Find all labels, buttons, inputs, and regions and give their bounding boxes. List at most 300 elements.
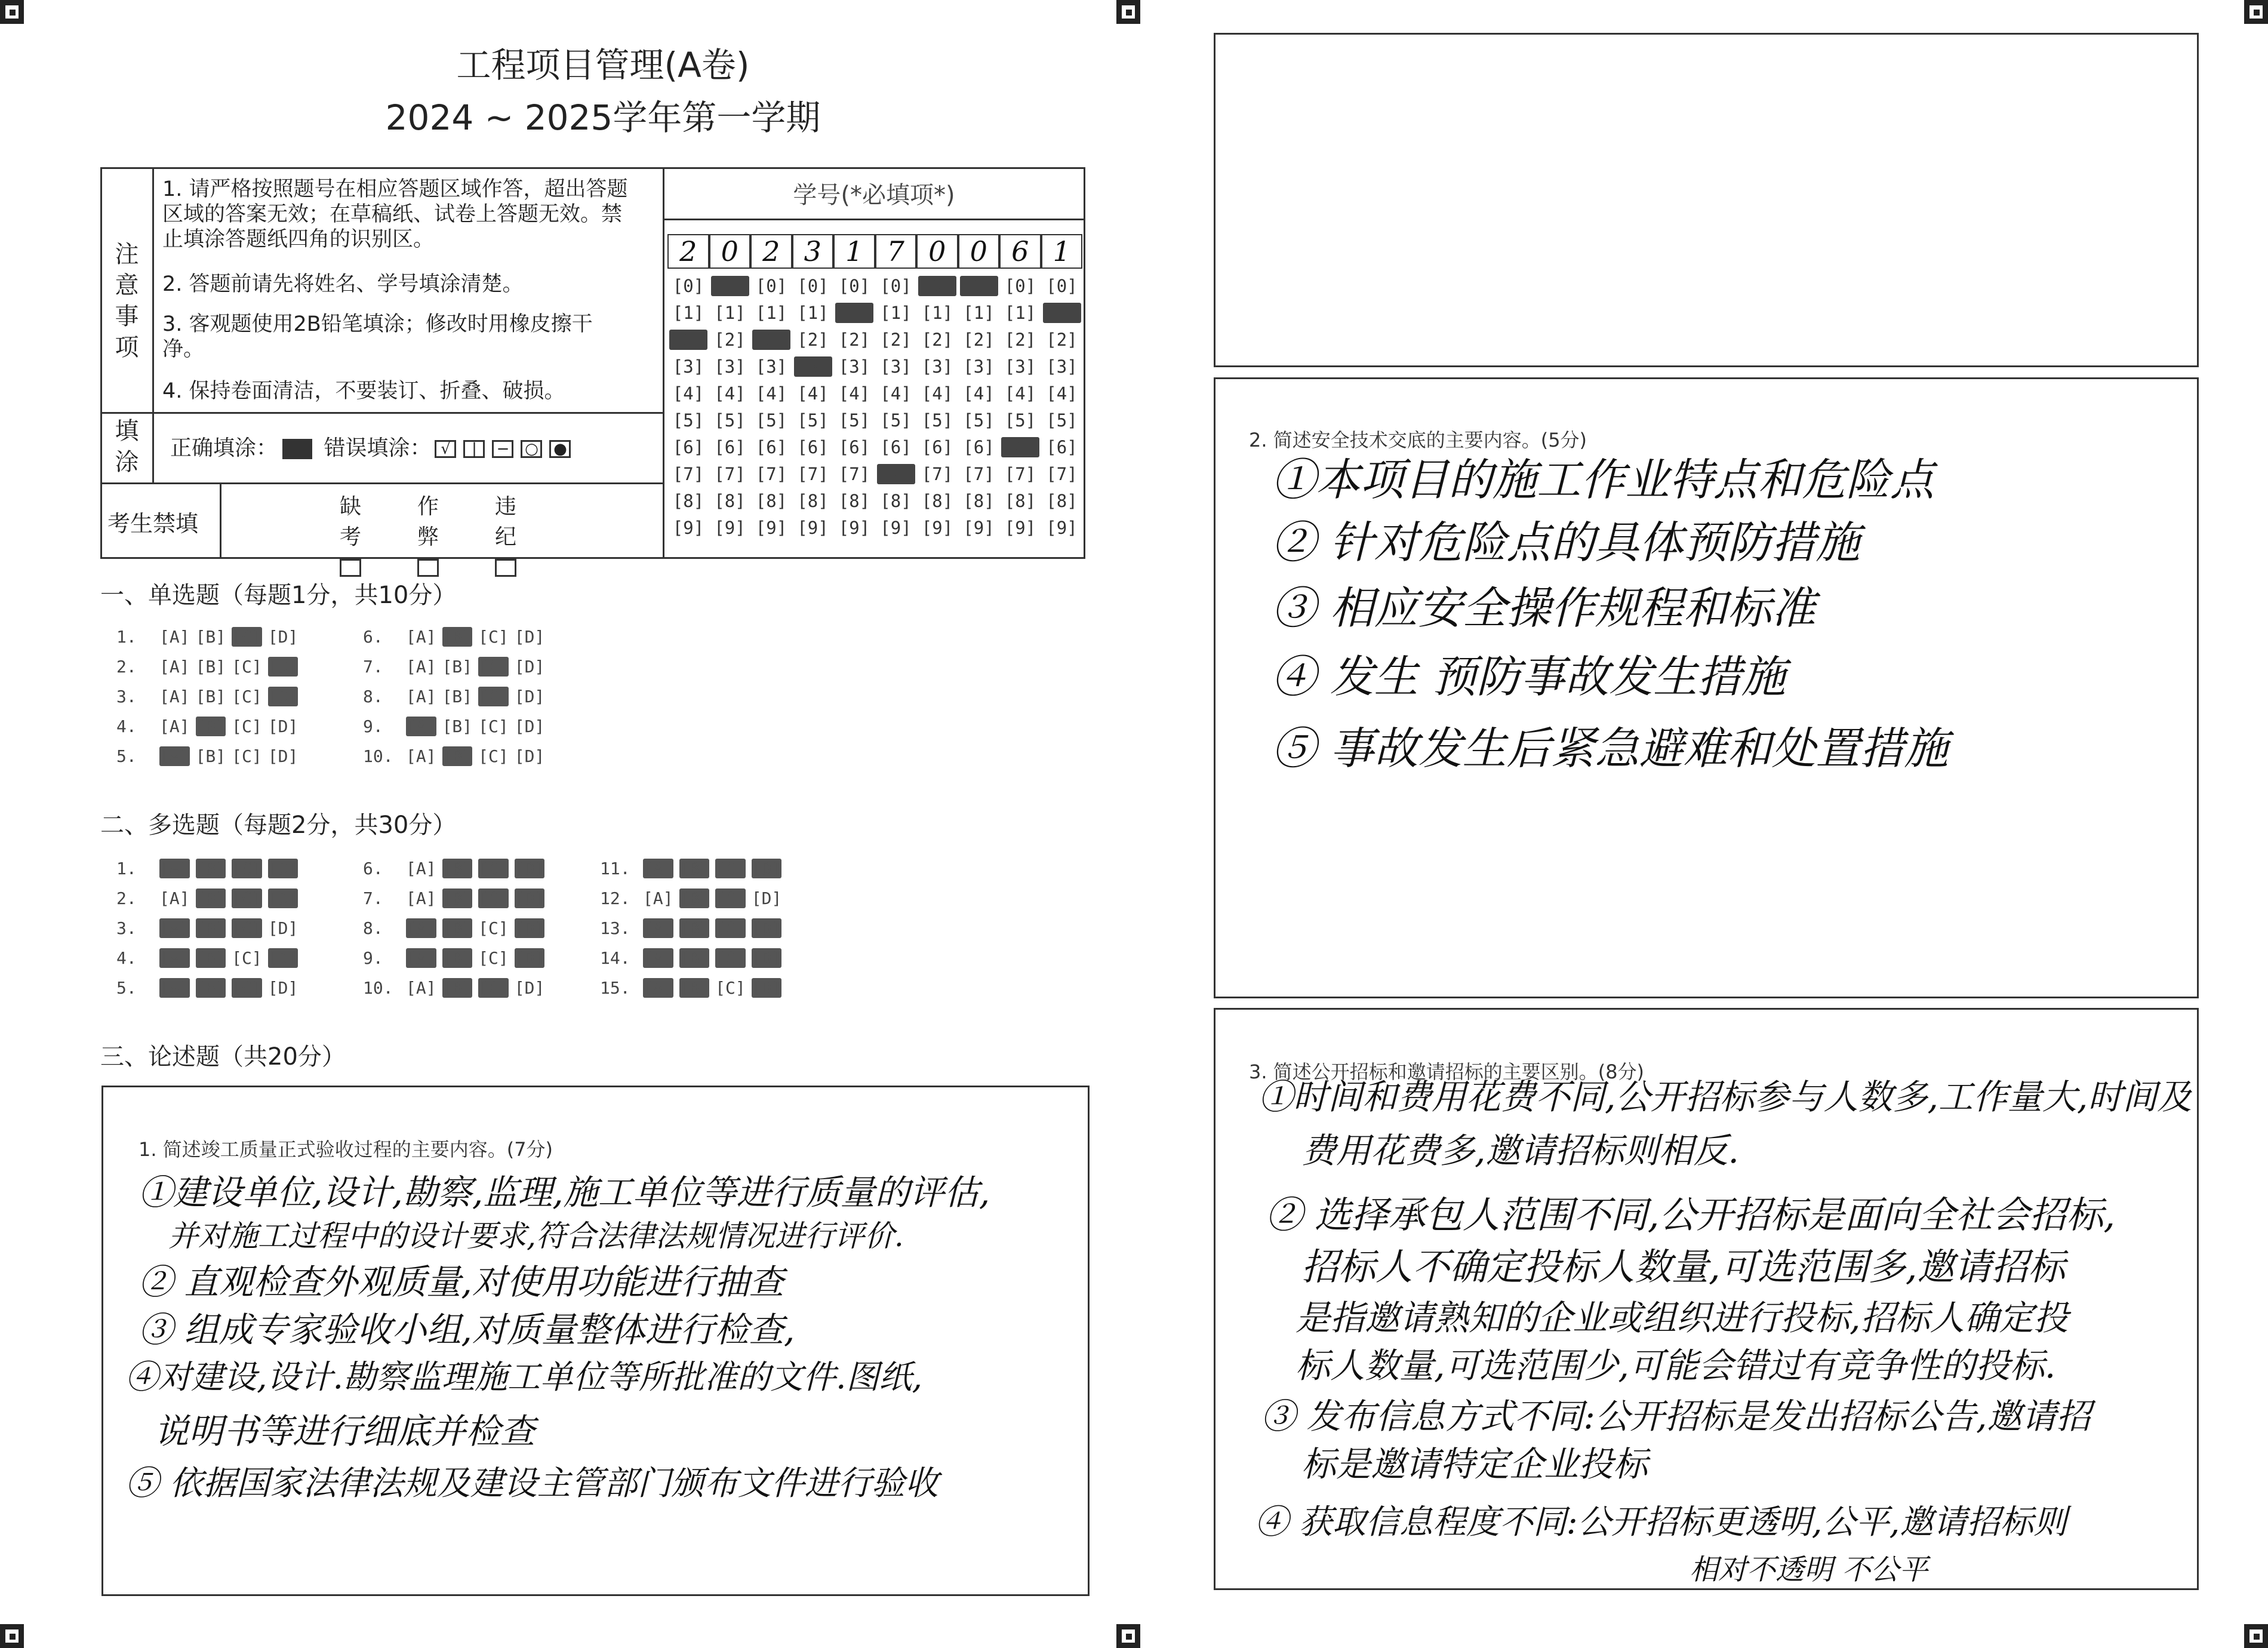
student-id-bubble[interactable]: [8] — [672, 491, 704, 511]
student-id-bubble[interactable]: [5] — [921, 410, 953, 431]
q1-answer-line-2: 并对施工过程中的设计要求,符合法律法规情况进行评价. — [168, 1219, 904, 1253]
option-bubble[interactable]: [D] — [514, 888, 545, 908]
student-id-bubble[interactable]: [0] — [755, 276, 787, 296]
student-id-bubble[interactable]: [8] — [1046, 491, 1078, 511]
q3-answer-line-1: ①时间和费用花费不同,公开招标参与人数多,工作量大,时间及 — [1258, 1077, 2192, 1117]
option-bubble[interactable]: [D] — [751, 978, 782, 998]
student-id-bubble[interactable]: [1] — [755, 303, 787, 323]
student-id-bubble[interactable]: [7] — [797, 464, 829, 484]
student-id-bubble[interactable]: [6] — [672, 437, 704, 457]
option-bubble[interactable]: [C] — [478, 687, 509, 706]
student-id-bubble[interactable]: [1] — [880, 303, 912, 323]
option-bubble[interactable]: [A] — [159, 717, 190, 736]
notice-item-3: 3. 客观题使用2B铅笔填涂；修改时用橡皮擦干净。 — [162, 312, 593, 361]
question-number: 6. — [363, 859, 383, 878]
student-id-bubble[interactable]: [7] — [672, 464, 704, 484]
absent-checkbox[interactable] — [340, 559, 361, 577]
option-bubble[interactable]: [D] — [514, 948, 545, 968]
section-essay-title: 三、论述题（共20分） — [100, 1043, 346, 1071]
student-id-bubble[interactable]: [0] — [1004, 276, 1036, 296]
option-bubble[interactable]: [A] — [159, 978, 190, 998]
student-id-bubble[interactable]: [9] — [880, 518, 912, 538]
student-id-digit[interactable]: 0 — [958, 234, 1000, 269]
q3-answer-line-3: ② 选择承包人范围不同,公开招标是面向全社会招标, — [1266, 1193, 2116, 1237]
option-bubble[interactable]: [B] — [195, 717, 226, 736]
student-id-bubble[interactable]: [4] — [797, 383, 829, 404]
student-id-bubble[interactable]: [9] — [755, 518, 787, 538]
violation-label: 违纪 — [494, 494, 516, 549]
q1-answer-line-4: ③ 组成专家验收小组,对质量整体进行检查, — [139, 1309, 795, 1350]
answer-row — [116, 657, 304, 677]
option-bubble[interactable]: [C] — [232, 978, 262, 998]
student-id-bubble[interactable]: [5] — [672, 410, 704, 431]
student-id-digit[interactable]: 2 — [667, 234, 709, 269]
question-number: 4. — [116, 948, 137, 968]
student-id-bubble[interactable]: [1] — [921, 303, 953, 323]
option-bubble[interactable]: [A] — [159, 687, 190, 706]
student-id-bubble[interactable]: [7] — [755, 464, 787, 484]
student-id-bubble[interactable]: [4] — [880, 383, 912, 404]
forbidden-label: 考生禁填 — [107, 511, 199, 537]
q3-answer-line-7: ③ 发布信息方式不同:公开招标是发出招标公告,邀请招 — [1261, 1396, 2091, 1437]
option-bubble[interactable]: [D] — [514, 657, 545, 677]
wrong-mark-bar: | — [463, 440, 485, 458]
student-id-bubble[interactable]: [2] — [797, 330, 829, 350]
notice-item-2: 2. 答题前请先将姓名、学号填涂清楚。 — [162, 272, 524, 296]
student-id-bubble[interactable]: [8] — [797, 491, 829, 511]
student-id-bubble[interactable]: [4] — [1046, 383, 1078, 404]
student-id-digit[interactable]: 1 — [1041, 234, 1083, 269]
option-bubble[interactable]: [B] — [679, 918, 710, 938]
question-number: 2. — [116, 888, 137, 908]
q1-answer-line-7: ⑤ 依据国家法律法规及建设主管部门颁布文件进行验收 — [125, 1464, 938, 1503]
answer-row — [363, 687, 550, 706]
exam-term: 2024 ~ 2025学年第一学期 — [385, 97, 821, 138]
student-id-bubble[interactable]: [1] — [835, 303, 873, 323]
question-number: 5. — [116, 978, 137, 998]
option-bubble[interactable]: [D] — [514, 859, 545, 878]
registration-mark-bottom-center — [1116, 1624, 1140, 1648]
option-bubble[interactable]: [D] — [267, 888, 298, 908]
question-number: 1. — [116, 859, 137, 878]
q3-answer-line-6: 标人数量,可选范围少,可能会错过有竞争性的投标. — [1295, 1345, 2056, 1386]
registration-mark-top-center — [1116, 0, 1140, 24]
registration-mark-top-right — [2244, 0, 2268, 24]
option-bubble[interactable]: [B] — [679, 888, 710, 908]
student-id-digit[interactable]: 0 — [916, 234, 958, 269]
student-id-bubble[interactable]: [5] — [1046, 410, 1078, 431]
option-bubble[interactable]: [C] — [715, 948, 746, 968]
option-bubble[interactable]: [B] — [442, 978, 473, 998]
student-id-bubble[interactable]: [5] — [755, 410, 787, 431]
option-bubble[interactable]: [C] — [478, 657, 509, 677]
answer-row — [600, 918, 787, 938]
student-id-bubble[interactable]: [7] — [1004, 464, 1036, 484]
option-bubble[interactable]: [D] — [267, 657, 298, 677]
student-id-bubble[interactable]: [9] — [921, 518, 953, 538]
answer-row — [363, 859, 550, 878]
student-id-bubble[interactable]: [8] — [714, 491, 746, 511]
option-bubble[interactable]: [C] — [478, 746, 509, 766]
option-bubble[interactable]: [A] — [406, 687, 436, 706]
student-id-bubble[interactable]: [7] — [838, 464, 870, 484]
student-id-bubble[interactable]: [3] — [921, 356, 953, 377]
student-id-bubble[interactable]: [9] — [672, 518, 704, 538]
option-bubble[interactable]: [C] — [232, 859, 262, 878]
exam-title: 工程项目管理(A卷) — [456, 45, 750, 85]
option-bubble[interactable]: [A] — [406, 888, 436, 908]
student-id-bubble[interactable]: [6] — [1046, 437, 1078, 457]
option-bubble[interactable]: [C] — [232, 746, 262, 766]
student-id-digit[interactable]: 2 — [750, 234, 792, 269]
answer-row — [363, 717, 550, 736]
answer-row — [116, 918, 304, 938]
student-id-bubble[interactable]: [8] — [963, 491, 995, 511]
option-bubble[interactable]: [B] — [442, 657, 473, 677]
fill-instruction — [170, 431, 574, 462]
option-bubble[interactable]: [D] — [267, 746, 298, 766]
option-bubble[interactable]: [B] — [195, 746, 226, 766]
wrong-mark-dash: − — [492, 440, 513, 458]
option-bubble[interactable]: [D] — [267, 978, 298, 998]
q3-answer-line-5: 是指邀请熟知的企业或组织进行投标,招标人确定投 — [1295, 1298, 2069, 1338]
answer-row — [600, 888, 787, 908]
option-bubble[interactable]: [A] — [406, 717, 436, 736]
option-bubble[interactable]: [A] — [159, 859, 190, 878]
q3-answer-line-9: ④ 获取信息程度不同:公开招标更透明,公平,邀请招标则 — [1255, 1503, 2067, 1542]
notice-item-4: 4. 保持卷面清洁，不要装订、折叠、破损。 — [162, 379, 565, 403]
answer-row — [363, 948, 550, 968]
student-id-bubble[interactable]: [8] — [921, 491, 953, 511]
option-bubble[interactable]: [A] — [643, 888, 673, 908]
student-id-bubble[interactable]: [5] — [714, 410, 746, 431]
q3-answer-line-8: 标是邀请特定企业投标 — [1301, 1444, 1648, 1484]
student-id-bubble[interactable]: [9] — [797, 518, 829, 538]
student-id-bubble[interactable]: [7] — [963, 464, 995, 484]
option-bubble[interactable]: [C] — [478, 859, 509, 878]
student-id-bubble[interactable]: [8] — [1004, 491, 1036, 511]
registration-mark-bottom-right — [2244, 1624, 2268, 1648]
answer-box-blank[interactable] — [1214, 33, 2199, 367]
option-bubble[interactable]: [B] — [679, 978, 710, 998]
student-id-bubble[interactable]: [8] — [755, 491, 787, 511]
answer-row — [363, 918, 550, 938]
student-id-bubble[interactable]: [6] — [1001, 437, 1039, 457]
option-bubble[interactable]: [D] — [267, 687, 298, 706]
option-bubble[interactable]: [A] — [406, 948, 436, 968]
student-id-bubble[interactable]: [9] — [1004, 518, 1036, 538]
option-bubble[interactable]: [C] — [232, 627, 262, 647]
student-id-bubble[interactable]: [1] — [714, 303, 746, 323]
student-id-bubble[interactable]: [0] — [672, 276, 704, 296]
student-id-bubble[interactable]: [5] — [797, 410, 829, 431]
q2-answer-line-3: ③ 相应安全操作规程和标准 — [1272, 583, 1816, 634]
option-bubble[interactable]: [A] — [643, 859, 673, 878]
student-id-digit[interactable]: 0 — [709, 234, 751, 269]
registration-mark-bottom-left — [0, 1624, 24, 1648]
student-id-bubble[interactable]: [9] — [1046, 518, 1078, 538]
student-id-bubble[interactable]: [1] — [963, 303, 995, 323]
option-bubble[interactable]: [D] — [267, 859, 298, 878]
option-bubble[interactable]: [C] — [715, 859, 746, 878]
q3-answer-line-10: 相对不透明 不公平 — [1690, 1553, 1928, 1586]
question-number: 7. — [363, 657, 383, 677]
student-id-bubble[interactable]: [4] — [921, 383, 953, 404]
wrong-mark-check: √ — [435, 440, 456, 458]
student-id-bubble[interactable]: [2] — [669, 330, 707, 350]
student-id-bubble[interactable]: [2] — [752, 330, 790, 350]
option-bubble[interactable]: [A] — [406, 657, 436, 677]
option-bubble[interactable]: [B] — [442, 888, 473, 908]
question-number: 7. — [363, 888, 383, 908]
option-bubble[interactable]: [D] — [751, 859, 782, 878]
student-id-bubble[interactable]: [3] — [963, 356, 995, 377]
student-id-bubble[interactable]: [0] — [711, 276, 749, 296]
option-bubble[interactable]: [C] — [715, 918, 746, 938]
student-id-bubble[interactable]: [4] — [755, 383, 787, 404]
student-id-bubble[interactable]: [8] — [880, 491, 912, 511]
cheat-checkbox[interactable] — [417, 559, 439, 577]
question-number: 10. — [363, 746, 393, 766]
student-id-bubble[interactable]: [4] — [1004, 383, 1036, 404]
question-number: 3. — [116, 918, 137, 938]
answer-row — [116, 687, 304, 706]
student-id-bubble[interactable]: [0] — [918, 276, 956, 296]
answer-row — [600, 978, 787, 998]
student-id-digit[interactable]: 3 — [792, 234, 834, 269]
student-id-bubble[interactable]: [5] — [880, 410, 912, 431]
question-number: 10. — [363, 978, 393, 998]
option-bubble[interactable]: [B] — [442, 687, 473, 706]
q3-answer-line-4: 招标人不确定投标人数量,可选范围多,邀请招标 — [1301, 1245, 2066, 1289]
option-bubble[interactable]: [B] — [442, 717, 473, 736]
option-bubble[interactable]: [A] — [643, 978, 673, 998]
violation-checkbox[interactable] — [495, 559, 516, 577]
student-id-bubble[interactable]: [6] — [755, 437, 787, 457]
option-bubble[interactable]: [B] — [195, 978, 226, 998]
option-bubble[interactable]: [C] — [232, 657, 262, 677]
student-id-bubble[interactable]: [3] — [714, 356, 746, 377]
question-number: 4. — [116, 717, 137, 736]
student-id-bubble[interactable]: [1] — [1043, 303, 1081, 323]
option-bubble[interactable]: [D] — [514, 746, 545, 766]
student-id-bubble[interactable]: [6] — [714, 437, 746, 457]
question-number: 3. — [116, 687, 137, 706]
option-bubble[interactable]: [A] — [159, 918, 190, 938]
option-bubble[interactable]: [D] — [514, 687, 545, 706]
student-id-bubble[interactable]: [6] — [963, 437, 995, 457]
student-id-bubble[interactable]: [1] — [797, 303, 829, 323]
option-bubble[interactable]: [B] — [442, 746, 473, 766]
answer-row — [363, 657, 550, 677]
student-id-bubble[interactable]: [2] — [1046, 330, 1078, 350]
option-bubble[interactable]: [B] — [195, 918, 226, 938]
option-bubble[interactable]: [C] — [478, 948, 509, 968]
question-number: 2. — [116, 657, 137, 677]
option-bubble[interactable]: [C] — [232, 948, 262, 968]
option-bubble[interactable]: [B] — [195, 948, 226, 968]
student-id-bubble[interactable]: [4] — [672, 383, 704, 404]
student-id-bubble[interactable]: [5] — [838, 410, 870, 431]
student-id-bubble[interactable]: [2] — [838, 330, 870, 350]
student-id-bubble[interactable]: [8] — [838, 491, 870, 511]
student-id-bubble[interactable]: [2] — [1004, 330, 1036, 350]
student-id-bubble[interactable]: [0] — [880, 276, 912, 296]
answer-row — [116, 746, 304, 766]
question-number: 8. — [363, 687, 383, 706]
student-id-bubble[interactable]: [6] — [797, 437, 829, 457]
answer-row — [116, 859, 304, 878]
option-bubble[interactable]: [B] — [442, 948, 473, 968]
student-id-bubble[interactable]: [7] — [877, 464, 915, 484]
option-bubble[interactable]: [B] — [679, 948, 710, 968]
option-bubble[interactable]: [A] — [406, 978, 436, 998]
option-bubble[interactable]: [D] — [267, 948, 298, 968]
option-bubble[interactable]: [B] — [195, 687, 226, 706]
answer-row — [600, 948, 787, 968]
option-bubble[interactable]: [D] — [514, 978, 545, 998]
answer-row — [363, 978, 550, 998]
student-id-bubble[interactable]: [0] — [1046, 276, 1078, 296]
option-bubble[interactable]: [B] — [442, 627, 473, 647]
student-id-bubble[interactable]: [7] — [921, 464, 953, 484]
option-bubble[interactable]: [C] — [478, 978, 509, 998]
student-id-digit[interactable]: 6 — [999, 234, 1041, 269]
absent-label: 缺考 — [339, 494, 361, 549]
student-id-bubble[interactable]: [6] — [838, 437, 870, 457]
student-id-digit[interactable]: 1 — [833, 234, 875, 269]
answer-row — [116, 627, 304, 647]
q1-answer-line-5: ④对建设,设计.勘察监理施工单位等所批准的文件.图纸, — [125, 1358, 922, 1396]
option-bubble[interactable]: [B] — [195, 627, 226, 647]
option-bubble[interactable]: [D] — [514, 918, 545, 938]
fill-wrong-label: 错误填涂： — [324, 436, 432, 460]
student-id-bubble[interactable]: [5] — [1004, 410, 1036, 431]
option-bubble[interactable]: [C] — [478, 627, 509, 647]
option-bubble[interactable]: [C] — [715, 978, 746, 998]
option-bubble[interactable]: [C] — [232, 687, 262, 706]
option-bubble[interactable]: [C] — [232, 918, 262, 938]
correct-fill-sample — [282, 439, 312, 459]
student-id-bubble[interactable]: [4] — [963, 383, 995, 404]
option-bubble[interactable]: [A] — [406, 859, 436, 878]
q1-answer-line-1: ①建设单位,设计,勘察,监理,施工单位等进行质量的评估, — [139, 1172, 990, 1213]
option-bubble[interactable]: [C] — [715, 888, 746, 908]
q2-answer-line-2: ② 针对危险点的具体预防措施 — [1272, 517, 1860, 568]
question-number: 9. — [363, 948, 383, 968]
option-bubble[interactable]: [A] — [159, 888, 190, 908]
option-bubble[interactable]: [D] — [751, 888, 782, 908]
registration-mark-top-left — [0, 0, 24, 24]
student-id-bubble[interactable]: [3] — [755, 356, 787, 377]
option-bubble[interactable]: [C] — [478, 717, 509, 736]
q1-answer-line-3: ② 直观检查外观质量,对使用功能进行抽查 — [139, 1262, 784, 1302]
q2-prompt: 2. 简述安全技术交底的主要内容。(5分) — [1249, 429, 1587, 451]
option-bubble[interactable]: [C] — [478, 888, 509, 908]
option-bubble[interactable]: [A] — [159, 627, 190, 647]
student-id-digit[interactable]: 7 — [875, 234, 917, 269]
question-number: 11. — [600, 859, 630, 878]
student-id-bubble[interactable]: [1] — [672, 303, 704, 323]
student-id-bubble[interactable]: [9] — [963, 518, 995, 538]
option-bubble[interactable]: [C] — [232, 888, 262, 908]
student-id-bubble[interactable]: [0] — [960, 276, 998, 296]
section-single-title: 一、单选题（每题1分，共10分） — [100, 582, 457, 609]
student-id-bubble[interactable]: [3] — [838, 356, 870, 377]
option-bubble[interactable]: [A] — [643, 948, 673, 968]
option-bubble[interactable]: [B] — [442, 859, 473, 878]
option-bubble[interactable]: [B] — [195, 859, 226, 878]
option-bubble[interactable]: [B] — [195, 888, 226, 908]
student-id-bubble[interactable]: [1] — [1004, 303, 1036, 323]
question-number: 14. — [600, 948, 630, 968]
cheat-label: 作弊 — [417, 494, 439, 549]
option-bubble[interactable]: [C] — [478, 918, 509, 938]
question-number: 13. — [600, 918, 630, 938]
option-bubble[interactable]: [C] — [232, 717, 262, 736]
student-id-bubble[interactable]: [3] — [1004, 356, 1036, 377]
option-bubble[interactable]: [B] — [442, 918, 473, 938]
student-id-bubble[interactable]: [7] — [714, 464, 746, 484]
q1-prompt: 1. 简述竣工质量正式验收过程的主要内容。(7分) — [139, 1138, 553, 1161]
option-bubble[interactable]: [A] — [406, 746, 436, 766]
student-id-bubble[interactable]: [6] — [880, 437, 912, 457]
student-id-bubble[interactable]: [2] — [714, 330, 746, 350]
option-bubble[interactable]: [A] — [159, 948, 190, 968]
option-bubble[interactable]: [D] — [514, 627, 545, 647]
student-id-bubble[interactable]: [2] — [963, 330, 995, 350]
student-id-bubble[interactable]: [5] — [963, 410, 995, 431]
wrong-mark-dot: ● — [549, 440, 571, 458]
option-bubble[interactable]: [A] — [159, 657, 190, 677]
option-bubble[interactable]: [D] — [267, 918, 298, 938]
student-id-bubble[interactable]: [2] — [921, 330, 953, 350]
student-id-bubble[interactable]: [3] — [794, 356, 832, 377]
student-id-bubble[interactable]: [0] — [838, 276, 870, 296]
student-id-bubble[interactable]: [9] — [838, 518, 870, 538]
option-bubble[interactable]: [D] — [267, 627, 298, 647]
q2-answer-line-4: ④ 发生 预防事故发生措施 — [1272, 651, 1786, 703]
option-bubble[interactable]: [A] — [406, 627, 436, 647]
answer-row — [116, 888, 304, 908]
answer-row — [600, 859, 787, 878]
q1-answer-line-6: 说明书等进行细底并检查 — [154, 1411, 536, 1452]
student-id-bubble[interactable]: [4] — [838, 383, 870, 404]
student-id-bubble[interactable]: [3] — [1046, 356, 1078, 377]
student-id-bubble[interactable]: [9] — [714, 518, 746, 538]
option-bubble[interactable]: [B] — [195, 657, 226, 677]
option-bubble[interactable]: [A] — [643, 918, 673, 938]
option-bubble[interactable]: [D] — [751, 918, 782, 938]
student-id-bubble[interactable]: [2] — [880, 330, 912, 350]
answer-row — [363, 888, 550, 908]
option-bubble[interactable]: [A] — [159, 746, 190, 766]
option-bubble[interactable]: [B] — [679, 859, 710, 878]
answer-row — [363, 746, 550, 766]
student-id-bubble[interactable]: [3] — [880, 356, 912, 377]
option-bubble[interactable]: [A] — [406, 918, 436, 938]
student-id-bubble[interactable]: [0] — [797, 276, 829, 296]
option-bubble[interactable]: [D] — [514, 717, 545, 736]
option-bubble[interactable]: [D] — [751, 948, 782, 968]
student-id-bubble[interactable]: [4] — [714, 383, 746, 404]
student-id-bubble[interactable]: [6] — [921, 437, 953, 457]
q2-answer-line-1: ①本项目的施工作业特点和危险点 — [1272, 454, 1934, 506]
question-number: 12. — [600, 888, 630, 908]
student-id-bubble[interactable]: [3] — [672, 356, 704, 377]
option-bubble[interactable]: [D] — [267, 717, 298, 736]
student-id-bubble[interactable]: [7] — [1046, 464, 1078, 484]
